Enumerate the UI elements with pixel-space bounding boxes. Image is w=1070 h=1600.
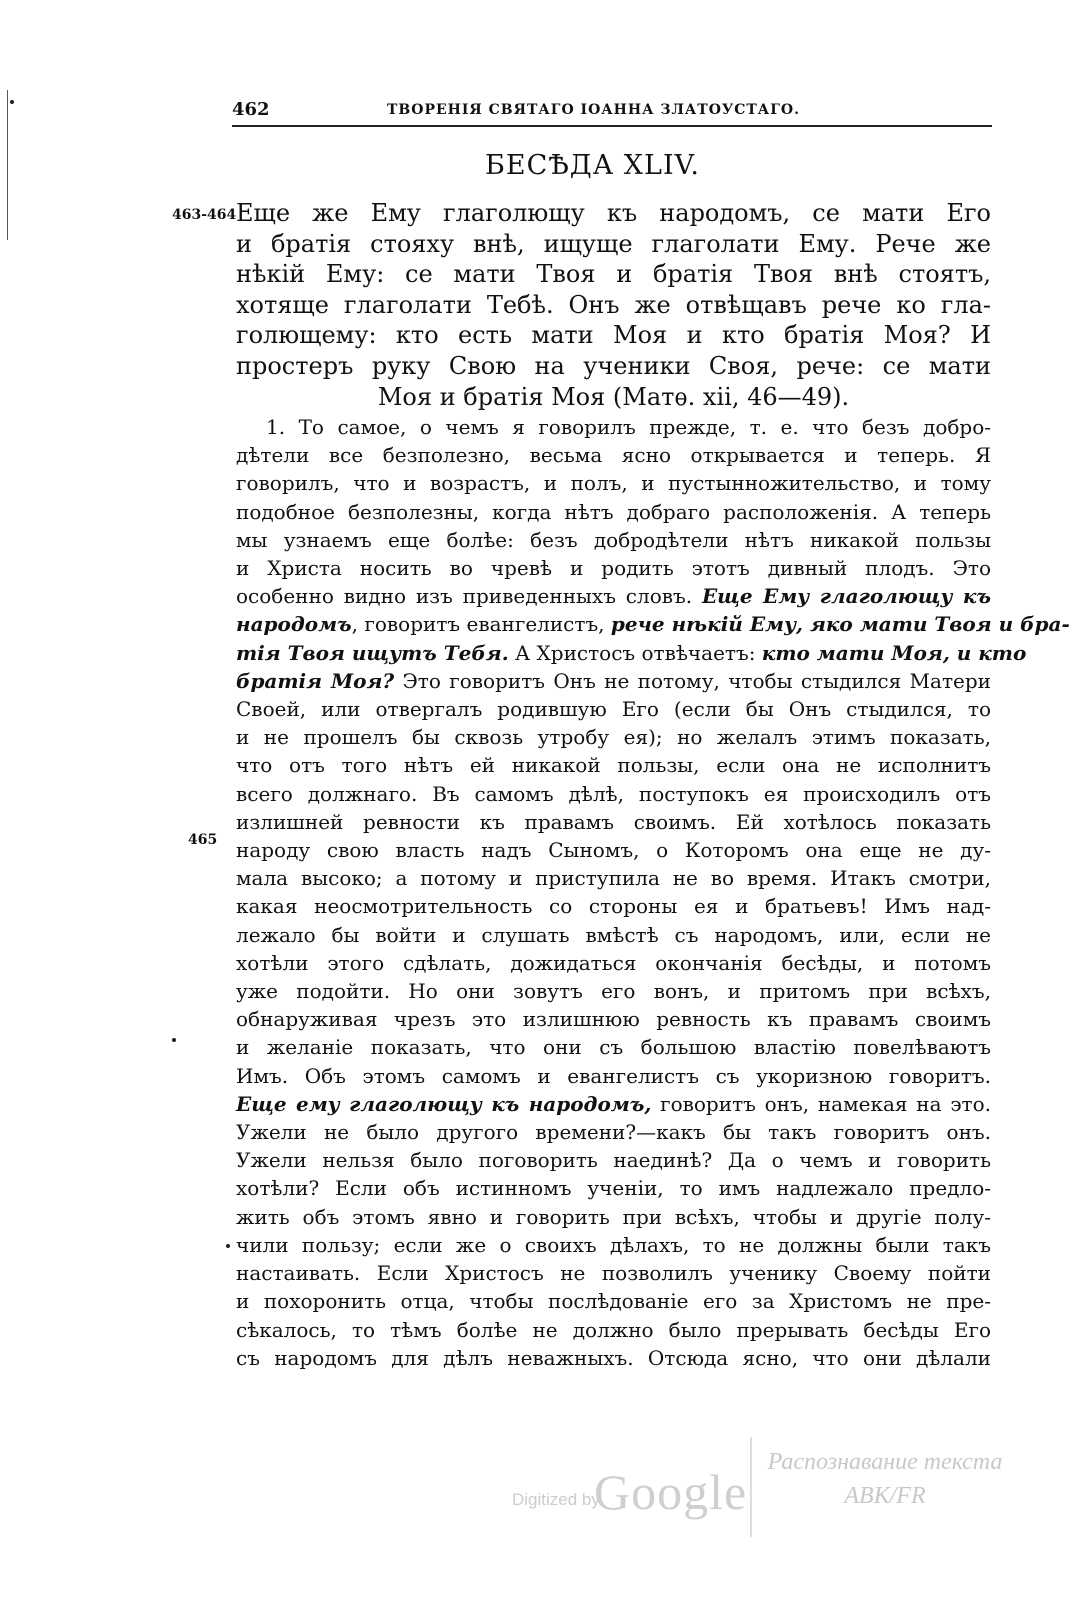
google-watermark: Google: [594, 1464, 748, 1520]
body-segment: особенно видно изъ приведенныхъ словъ.: [236, 584, 693, 609]
quotation-italic: братія Моя?: [236, 668, 395, 693]
quotation-italic: народомъ: [236, 612, 352, 637]
body-line: говорилъ, что и возрастъ, и полъ, и пустынножительство, и тому: [236, 471, 991, 496]
scripture-line: хотяще глаголати Тебѣ. Онъ же отвѣщавъ рече ко гла-: [236, 290, 991, 319]
ocr-stamp-line: АВК/FR: [844, 1483, 926, 1509]
body-line: мала высоко; а потому и приступила не во время. Итакъ смотри,: [236, 866, 991, 891]
running-head: [232, 99, 992, 127]
body-line: народу свою власть надъ Сыномъ, о Которомъ она еще не ду-: [236, 838, 991, 863]
margin-dot: [10, 100, 14, 104]
body-line: Ужели нельзя было поговорить наединѣ? Да о чемъ и говорить: [236, 1148, 991, 1173]
body-line: [236, 639, 1027, 667]
body-line: сѣкалось, то тѣмъ болѣе не должно было прерывать бесѣды Его: [236, 1317, 991, 1342]
body-line: жить объ этомъ явно и говорить при всѣхъ, чтобы и другіе полу-: [236, 1204, 991, 1229]
margin-dot: [226, 1244, 230, 1248]
body-line: и не прошелъ бы сквозь утробу ея); но желалъ этимъ показать,: [236, 725, 991, 750]
body-line: чили пользу; если же о своихъ дѣлахъ, то не должны были такъ: [236, 1232, 991, 1257]
body-line: подобное безполезны, когда нѣтъ добраго расположенія. А теперь: [236, 499, 991, 524]
page-number: 462: [232, 99, 270, 120]
body-line: [236, 667, 991, 695]
body-line: дѣтели все безполезно, весьма ясно открывается и теперь. Я: [236, 443, 991, 468]
body-line: какая неосмотрительность со стороны ея и братьевъ! Имъ над-: [236, 894, 991, 919]
body-line: настаивать. Если Христосъ не позволилъ ученику Своему пойти: [236, 1261, 991, 1286]
ocr-stamp: [760, 1445, 1010, 1513]
body-line: мы узнаемъ еще болѣе: безъ добродѣтели нѣтъ никакой пользы: [236, 527, 991, 552]
body-line: хотѣли этого сдѣлать, дожидаться окончанія бесѣды, и потомъ: [236, 950, 991, 975]
body-line: Имъ. Объ этомъ самомъ и евангелистъ съ укоризною говоритъ.: [236, 1063, 991, 1088]
body-line: хотѣли? Если объ истинномъ ученіи, то имъ надлежало предло-: [236, 1176, 991, 1201]
quotation-italic: тія Твоя ищутъ Тебя.: [236, 640, 509, 665]
body-segment: говоритъ онъ, намекая на это.: [660, 1091, 991, 1116]
scripture-line: нѣкій Ему: се мати Твоя и братія Твоя внѣ стоятъ,: [236, 260, 991, 289]
homily-title: БЕСѢДА XLIV.: [485, 150, 700, 181]
body-line: Ужели не было другого времени?—какъ бы такъ говоритъ онъ.: [236, 1120, 991, 1145]
quotation-italic: кто мати Моя, и кто: [761, 640, 1027, 665]
margin-note-page-ref: 465: [188, 832, 218, 848]
body-line: и похоронить отца, чтобы послѣдованіе его за Христомъ не пре-: [236, 1289, 991, 1314]
ocr-stamp-line: Распознавание текста: [767, 1449, 1003, 1475]
body-line: съ народомъ для дѣлъ неважныхъ. Отсюда ясно, что они дѣлали: [236, 1345, 991, 1370]
quotation-italic: Еще Ему глаголющу къ: [701, 584, 992, 609]
body-line: [236, 610, 1070, 638]
body-line: 1. То самое, о чемъ я говорилъ прежде, т. е. что безъ добро-: [266, 415, 991, 439]
scripture-passage: [236, 198, 991, 412]
body-line: излишней ревности къ правамъ своимъ. Ей хотѣлось показать: [236, 809, 991, 834]
digitized-by-label: Digitized by: [512, 1490, 600, 1509]
body-line: и желаніе показать, что они съ большою властію повелѣваютъ: [236, 1035, 991, 1060]
body-line: [236, 1090, 991, 1118]
scripture-line: Еще же Ему глаголющу къ народомъ, се мати Его: [236, 199, 991, 227]
scripture-line: голющему: кто есть мати Моя и кто братія Моя? И: [236, 321, 991, 350]
body-text: [236, 413, 1070, 1372]
margin-note-scripture-ref: 463-464: [172, 207, 237, 223]
scripture-line: Моя и братія Моя (Матѳ. xii, 46—49).: [377, 382, 850, 411]
body-segment: А Христосъ отвѣчаетъ:: [515, 640, 756, 665]
quotation-italic: рече нѣкій Ему, яко мати Твоя и бра-: [610, 612, 1070, 637]
scripture-line: простеръ руку Свою на ученики Своя, рече: се мати: [236, 351, 991, 380]
body-segment: , говоритъ евангелистъ,: [351, 612, 605, 637]
body-line: всего должнаго. Въ самомъ дѣлѣ, поступокъ ея происходилъ отъ: [236, 781, 991, 806]
body-line: уже подойти. Но они зовутъ его вонъ, и притомъ при всѣхъ,: [236, 979, 991, 1004]
body-line: Своей, или отвергалъ родившую Его (если бы Онъ стыдился, то: [236, 697, 991, 722]
body-line: лежало бы войти и слушать вмѣстѣ съ народомъ, или, если не: [236, 922, 991, 947]
footer-divider: [750, 1437, 752, 1537]
body-line: и Христа носить во чревѣ и родить этотъ дивный плодъ. Это: [236, 556, 991, 581]
body-line: обнаруживая чрезъ это излишнюю ревность къ правамъ своимъ: [236, 1007, 991, 1032]
running-title: ТВОРЕНІЯ СВЯТАГО ІОАННА ЗЛАТОУСТАГО.: [387, 102, 800, 118]
body-segment: Это говоритъ Онъ не потому, чтобы стыдился Матери: [402, 668, 991, 693]
quotation-italic: Еще ему глаголющу къ народомъ,: [236, 1091, 652, 1116]
body-line: [236, 582, 991, 610]
body-line: что отъ того нѣтъ ей никакой пользы, если она не исполнитъ: [236, 753, 991, 778]
scripture-line: и братія стояху внѣ, ищуще глаголати Ему. Рече же: [236, 229, 991, 258]
margin-dot: [172, 1038, 176, 1042]
